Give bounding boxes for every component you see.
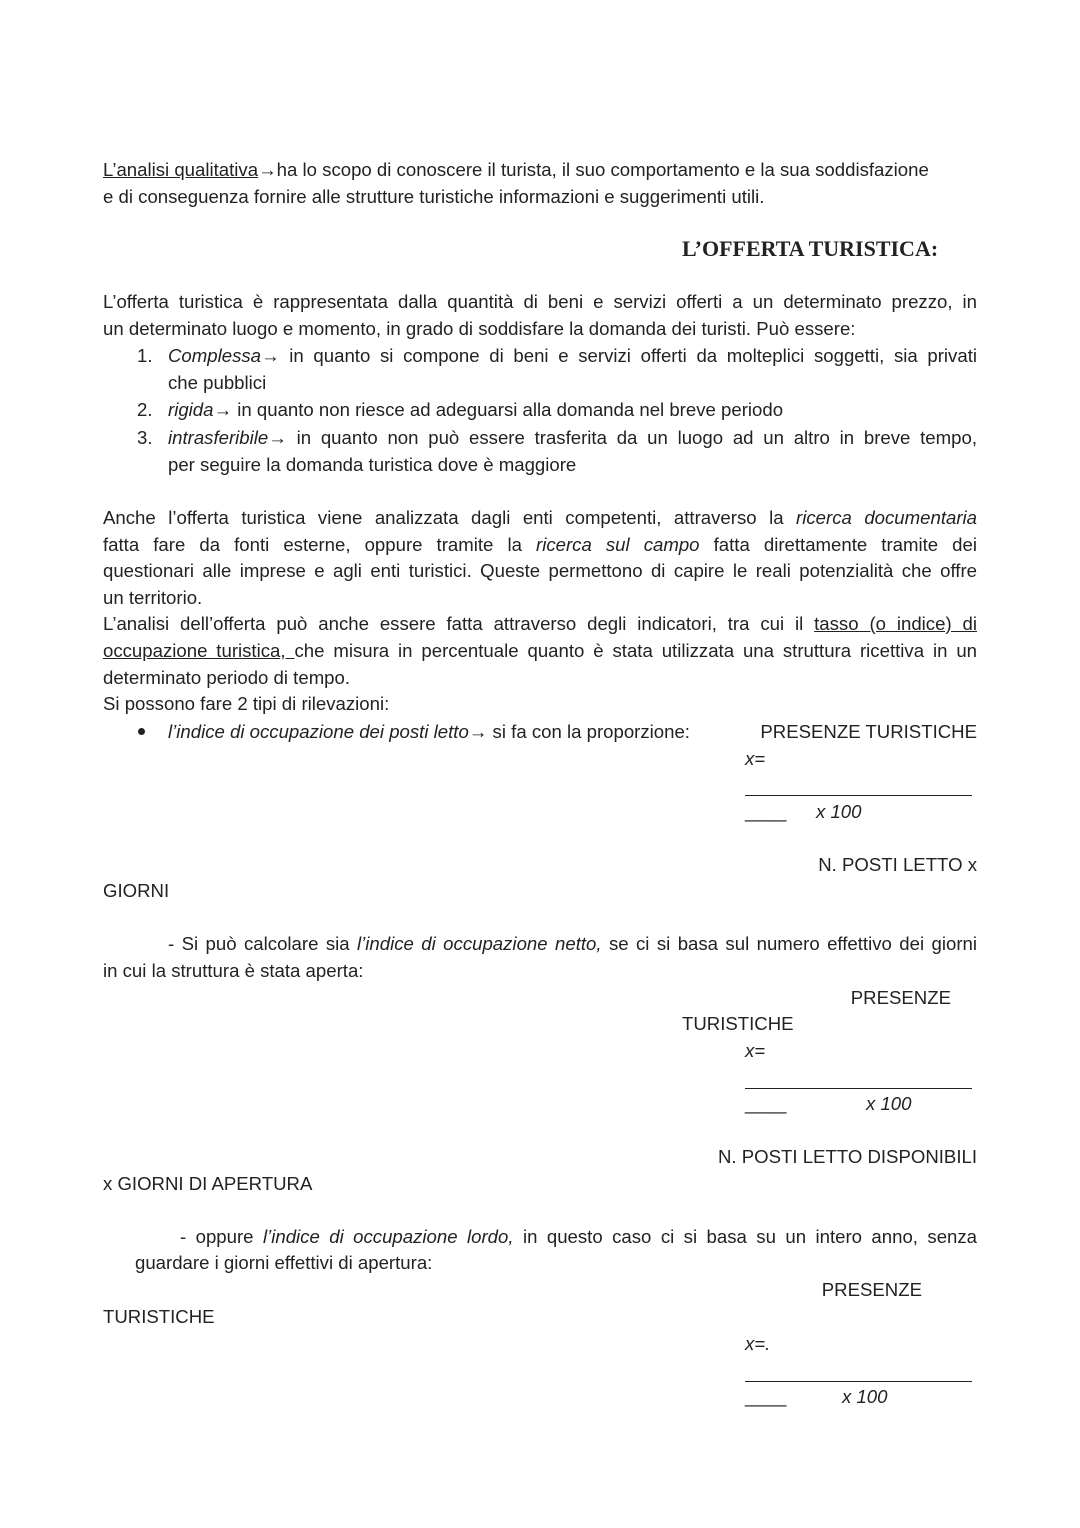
- text-line: [168, 343, 977, 369]
- text-segment: N. POSTI LETTO DISPONIBILI: [718, 1146, 977, 1167]
- text-segment: per seguire la domanda turistica dove è maggiore: [168, 454, 577, 475]
- text-segment: fatta direttamente tramite dei: [699, 534, 977, 555]
- text-line: [103, 532, 977, 558]
- text-line: [103, 184, 977, 210]
- text-line: [745, 1091, 786, 1117]
- text-segment: ____: [745, 1093, 787, 1114]
- text-line: [135, 1250, 977, 1276]
- fraction-line: [745, 795, 972, 796]
- italic-text: x 100: [866, 1093, 912, 1114]
- text-line: [103, 1171, 312, 1197]
- text-line: [137, 425, 153, 451]
- text-line: [682, 1011, 794, 1037]
- text-line: [168, 931, 977, 957]
- text-segment: ____: [745, 1386, 787, 1407]
- italic-text: intrasferibile: [168, 427, 269, 448]
- text-line: [745, 1038, 765, 1064]
- text-segment: se ci si basa sul numero effettivo dei giorni: [601, 933, 977, 954]
- text-segment: N. POSTI LETTO x: [818, 854, 977, 875]
- text-line: [137, 343, 153, 369]
- text-line: [103, 1304, 215, 1330]
- text-line: [168, 397, 977, 423]
- text-segment: x GIORNI DI APERTURA: [103, 1173, 313, 1194]
- italic-text: l’indice di occupazione dei posti letto: [168, 721, 469, 742]
- text-line: [103, 958, 977, 984]
- section-heading: L’OFFERTA TURISTICA:: [682, 236, 939, 261]
- bullet-icon: [138, 728, 145, 735]
- text-line: [103, 611, 977, 637]
- text-line: [842, 1384, 888, 1410]
- italic-text: rigida: [168, 399, 214, 420]
- text-segment: in cui la struttura è stata aperta:: [103, 960, 364, 981]
- text-line: [103, 157, 977, 183]
- fraction-line: [745, 1381, 972, 1382]
- text-segment: che pubblici: [168, 372, 267, 393]
- text-line: [745, 746, 765, 772]
- text-line: [103, 691, 977, 717]
- text-segment: GIORNI: [103, 880, 170, 901]
- text-segment: 2.: [137, 399, 153, 420]
- text-segment: PRESENZE: [821, 1279, 922, 1300]
- italic-text: x=: [745, 1040, 766, 1061]
- text-line: [103, 638, 977, 664]
- text-segment: 3.: [137, 427, 153, 448]
- text-segment: TURISTICHE: [103, 1306, 215, 1327]
- fraction-line: [745, 1088, 972, 1089]
- text-line: [103, 558, 977, 584]
- text-segment: un determinato luogo e momento, in grado di soddisfare la domanda dei turisti. Può essere:: [103, 318, 856, 339]
- italic-text: x 100: [842, 1386, 888, 1407]
- text-line: [103, 665, 977, 691]
- underlined-text: tasso (o indice) di: [814, 613, 977, 634]
- text-segment: → in quanto si compone di beni e servizi offerti da molteplici soggetti, sia privati: [261, 345, 977, 366]
- text-segment: PRESENZE TURISTICHE: [760, 721, 977, 742]
- text-line: [103, 878, 169, 904]
- text-segment: L’analisi dell’offerta può anche essere fatta attraverso degli indicatori, tra cui il: [103, 613, 815, 634]
- underlined-text: occupazione turistica,: [103, 640, 295, 661]
- text-line: [103, 505, 977, 531]
- text-segment: questionari alle imprese e agli enti turistici. Queste permettono di capire le reali potenzialità che offre: [103, 560, 977, 581]
- text-line: [700, 985, 951, 1011]
- text-segment: → in quanto non riesce ad adeguarsi alla domanda nel breve periodo: [213, 399, 784, 420]
- text-line: [700, 719, 977, 745]
- text-line: [168, 452, 977, 478]
- text-line: [866, 1091, 912, 1117]
- text-segment: e di conseguenza fornire alle strutture turistiche informazioni e suggerimenti utili.: [103, 186, 765, 207]
- italic-text: Complessa: [168, 345, 262, 366]
- italic-text: ricerca documentaria: [796, 507, 977, 528]
- text-line: [137, 397, 153, 423]
- text-segment: →ha lo scopo di conoscere il turista, il suo comportamento e la sua soddisfazione: [258, 159, 929, 180]
- text-segment: in questo caso ci si basa su un intero anno, senza: [513, 1226, 978, 1247]
- text-segment: un territorio.: [103, 587, 203, 608]
- text-segment: TURISTICHE: [682, 1013, 794, 1034]
- text-line: [103, 316, 977, 342]
- text-segment: guardare i giorni effettivi di apertura:: [135, 1252, 433, 1273]
- text-line: [103, 289, 977, 315]
- text-line: [745, 1331, 770, 1357]
- text-line: [745, 1384, 786, 1410]
- text-segment: determinato periodo di tempo.: [103, 667, 351, 688]
- underlined-text: L’analisi qualitativa: [103, 159, 259, 180]
- text-segment: - oppure: [180, 1226, 263, 1247]
- italic-text: x=.: [745, 1333, 771, 1354]
- italic-text: l’indice di occupazione netto,: [357, 933, 602, 954]
- text-line: [168, 425, 977, 451]
- italic-text: x=: [745, 748, 766, 769]
- text-line: [816, 799, 862, 825]
- italic-text: x 100: [816, 801, 862, 822]
- text-line: [745, 799, 786, 825]
- text-line: [700, 1277, 922, 1303]
- text-segment: 1.: [137, 345, 153, 366]
- text-segment: - Si può calcolare sia: [168, 933, 358, 954]
- text-line: [700, 1144, 977, 1170]
- text-segment: PRESENZE: [850, 987, 951, 1008]
- text-segment: L’offerta turistica è rappresentata dalla quantità di beni e servizi offerti a un determinato prezzo, in: [103, 291, 977, 312]
- italic-text: l’indice di occupazione lordo,: [262, 1226, 514, 1247]
- text-segment: che misura in percentuale quanto è stata utilizzata una struttura ricettiva in un: [294, 640, 977, 661]
- italic-text: ricerca sul campo: [536, 534, 700, 555]
- text-line: [168, 370, 977, 396]
- text-line: [700, 852, 977, 878]
- text-segment: Si possono fare 2 tipi di rilevazioni:: [103, 693, 390, 714]
- text-segment: → si fa con la proporzione:: [468, 721, 690, 742]
- text-segment: Anche l’offerta turistica viene analizzata dagli enti competenti, attraverso la: [103, 507, 797, 528]
- text-segment: fatta fare da fonti esterne, oppure tramite la: [103, 534, 537, 555]
- text-segment: ____: [745, 801, 787, 822]
- text-line: [103, 585, 977, 611]
- text-line: [180, 1224, 977, 1250]
- text-segment: → in quanto non può essere trasferita da un luogo ad un altro in breve tempo,: [268, 427, 977, 448]
